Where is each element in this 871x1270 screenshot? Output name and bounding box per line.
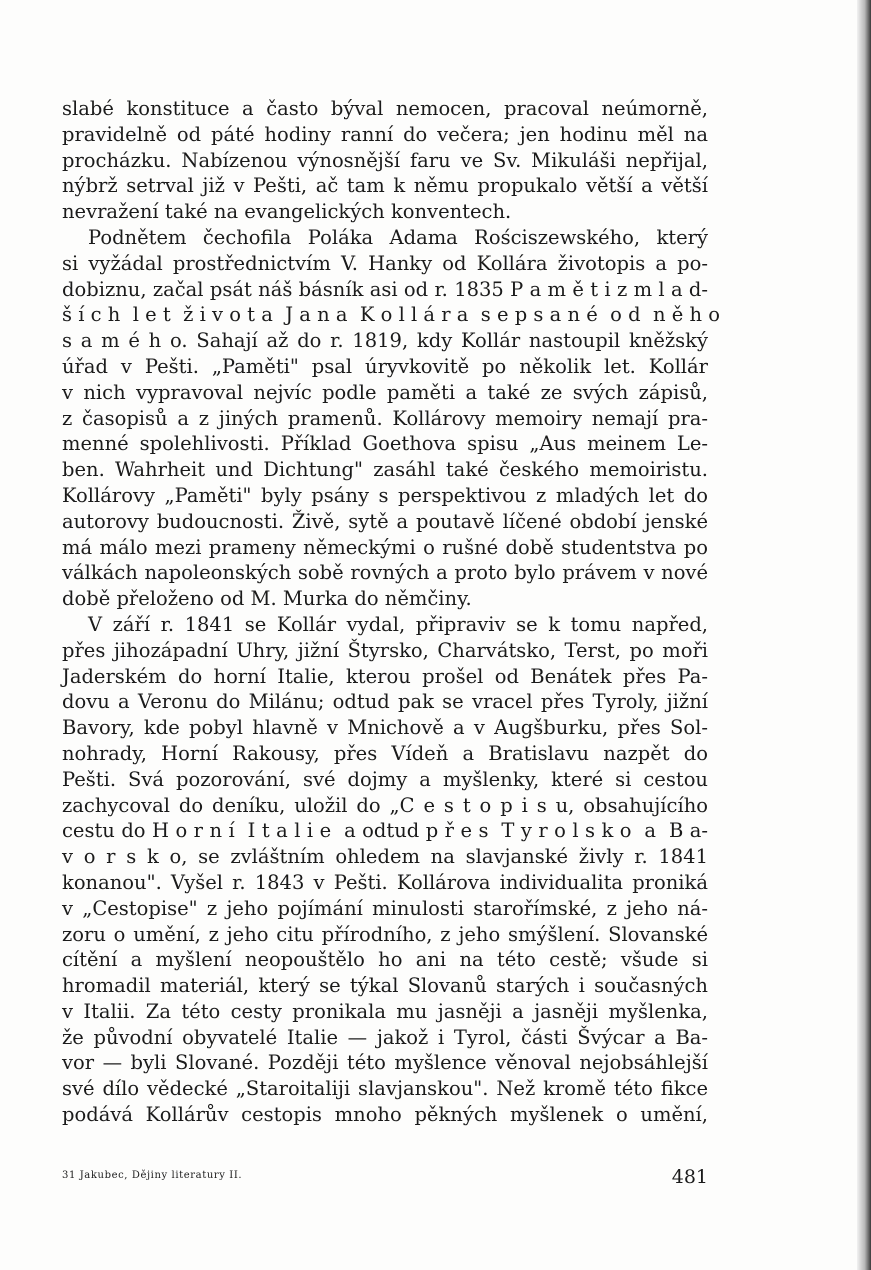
text-line: s a m é h o. Sahají až do r. 1819, kdy Kollár nastoupil kněžský (62, 329, 708, 353)
text-line: V září r. 1841 se Kollár vydal, připraviv se k tomu napřed, (88, 612, 708, 636)
text-line: v Italii. Za této cesty pronikala mu jasněji a jasněji myšlenka, (62, 999, 708, 1023)
body-text (62, 96, 720, 1128)
text-line: zoru o umění, z jeho citu přírodního, z jeho smýšlení. Slovanské (62, 922, 708, 946)
text-line: že původní obyvatelé Italie — jakož i Tyrol, části Švýcar a Ba- (62, 1025, 708, 1049)
text-line: podává Kollárův cestopis mnoho pěkných myšlenek o umění, (62, 1103, 708, 1127)
text-line: Podnětem čechofila Poláka Adama Rościszewského, který (88, 225, 708, 249)
text-line: slabé konstituce a často býval nemocen, pracoval neúmorně, (62, 97, 708, 120)
text-line: cestu do H o r n í I t a l i e a odtud p ř e s T y r o l s k o a B a- (62, 819, 708, 843)
text-line: nýbrž setrval již v Pešti, ač tam k němu propukalo větší a větší (62, 174, 708, 198)
text-line: době přeloženo od M. Murka do němčiny. (62, 587, 472, 611)
text-line: Bavory, kde pobyl hlavně v Mnichově a v Augšburku, přes Sol- (62, 716, 708, 740)
text-line: š í c h l e t ž i v o t a J a n a K o l l á r a s e p s a n é o d n ě h o (62, 303, 720, 327)
text-line: cítění a myšlení neopouštělo ho ani na této cestě; všude si (62, 948, 708, 972)
text-line: v nich vypravoval nejvíc podle paměti a také ze svých zápisů, (62, 380, 708, 404)
text-line: v o r s k o, se zvláštním ohledem na slavjanské živly r. 1841 (62, 845, 708, 869)
text-line: má málo mezi prameny německými o rušné době studentstva po (62, 535, 708, 559)
text-line: dobiznu, začal psát náš básník asi od r. 1835 P a m ě t i z m l a d- (62, 277, 708, 301)
text-line: hromadil materiál, který se týkal Slovanů starých i současných (62, 974, 708, 998)
text-line: menné spolehlivosti. Příklad Goethova spisu „Aus meinem Le- (62, 432, 708, 456)
text-line: nevražení také na evangelických konventech. (62, 200, 512, 224)
text-line: Pešti. Svá pozorování, své dojmy a myšlenky, které si cestou (62, 767, 708, 791)
page-number: 481 (671, 1166, 708, 1188)
text-line: autorovy budoucnosti. Živě, sytě a poutavě líčené období jenské (62, 509, 708, 533)
page-footer (62, 1166, 708, 1190)
text-line: válkách napoleonských sobě rovných a proto bylo právem v nové (62, 561, 708, 585)
signature-mark: 31 Jakubec, Dějiny literatury II. (62, 1170, 243, 1181)
text-line: své dílo vědecké „Staroitaliji slavjanskou". Než kromě této fikce (62, 1077, 708, 1101)
text-line: úřad v Pešti. „Paměti" psal úryvkovitě po několik let. Kollár (62, 354, 708, 378)
page-edge-shadow (857, 0, 871, 1270)
text-line: zachycoval do deníku, uložil do „C e s t o p i s u, obsahujícího (62, 793, 708, 817)
text-line: z časopisů a z jiných pramenů. Kollárovy memoiry nemají pra- (62, 406, 708, 430)
text-line: si vyžádal prostřednictvím V. Hanky od Kollára životopis a po- (62, 251, 708, 275)
text-line: konanou". Vyšel r. 1843 v Pešti. Kollárova individualita proniká (62, 870, 708, 894)
text-line: v „Cestopise" z jeho pojímání minulosti starořímské, z jeho ná- (62, 896, 708, 920)
text-line: Kollárovy „Paměti" byly psány s perspektivou z mladých let do (62, 483, 708, 507)
text-line: pravidelně od páté hodiny ranní do večera; jen hodinu měl na (62, 122, 708, 146)
text-line: dovu a Veronu do Milánu; odtud pak se vracel přes Tyroly, jižní (62, 690, 708, 714)
text-line: procházku. Nabízenou výnosnější faru ve Sv. Mikuláši nepřijal, (62, 148, 708, 172)
text-line: přes jihozápadní Uhry, jižní Štyrsko, Charvátsko, Terst, po moři (62, 638, 708, 662)
text-line: nohrady, Horní Rakousy, přes Vídeň a Bratislavu nazpět do (62, 741, 708, 765)
text-line: vor — byli Slované. Později této myšlence věnoval nejobsáhlejší (62, 1051, 708, 1075)
text-line: Jaderském do horní Italie, kterou prošel od Benátek přes Pa- (62, 664, 708, 688)
text-line: ben. Wahrheit und Dichtung" zasáhl také českého memoiristu. (62, 458, 708, 482)
